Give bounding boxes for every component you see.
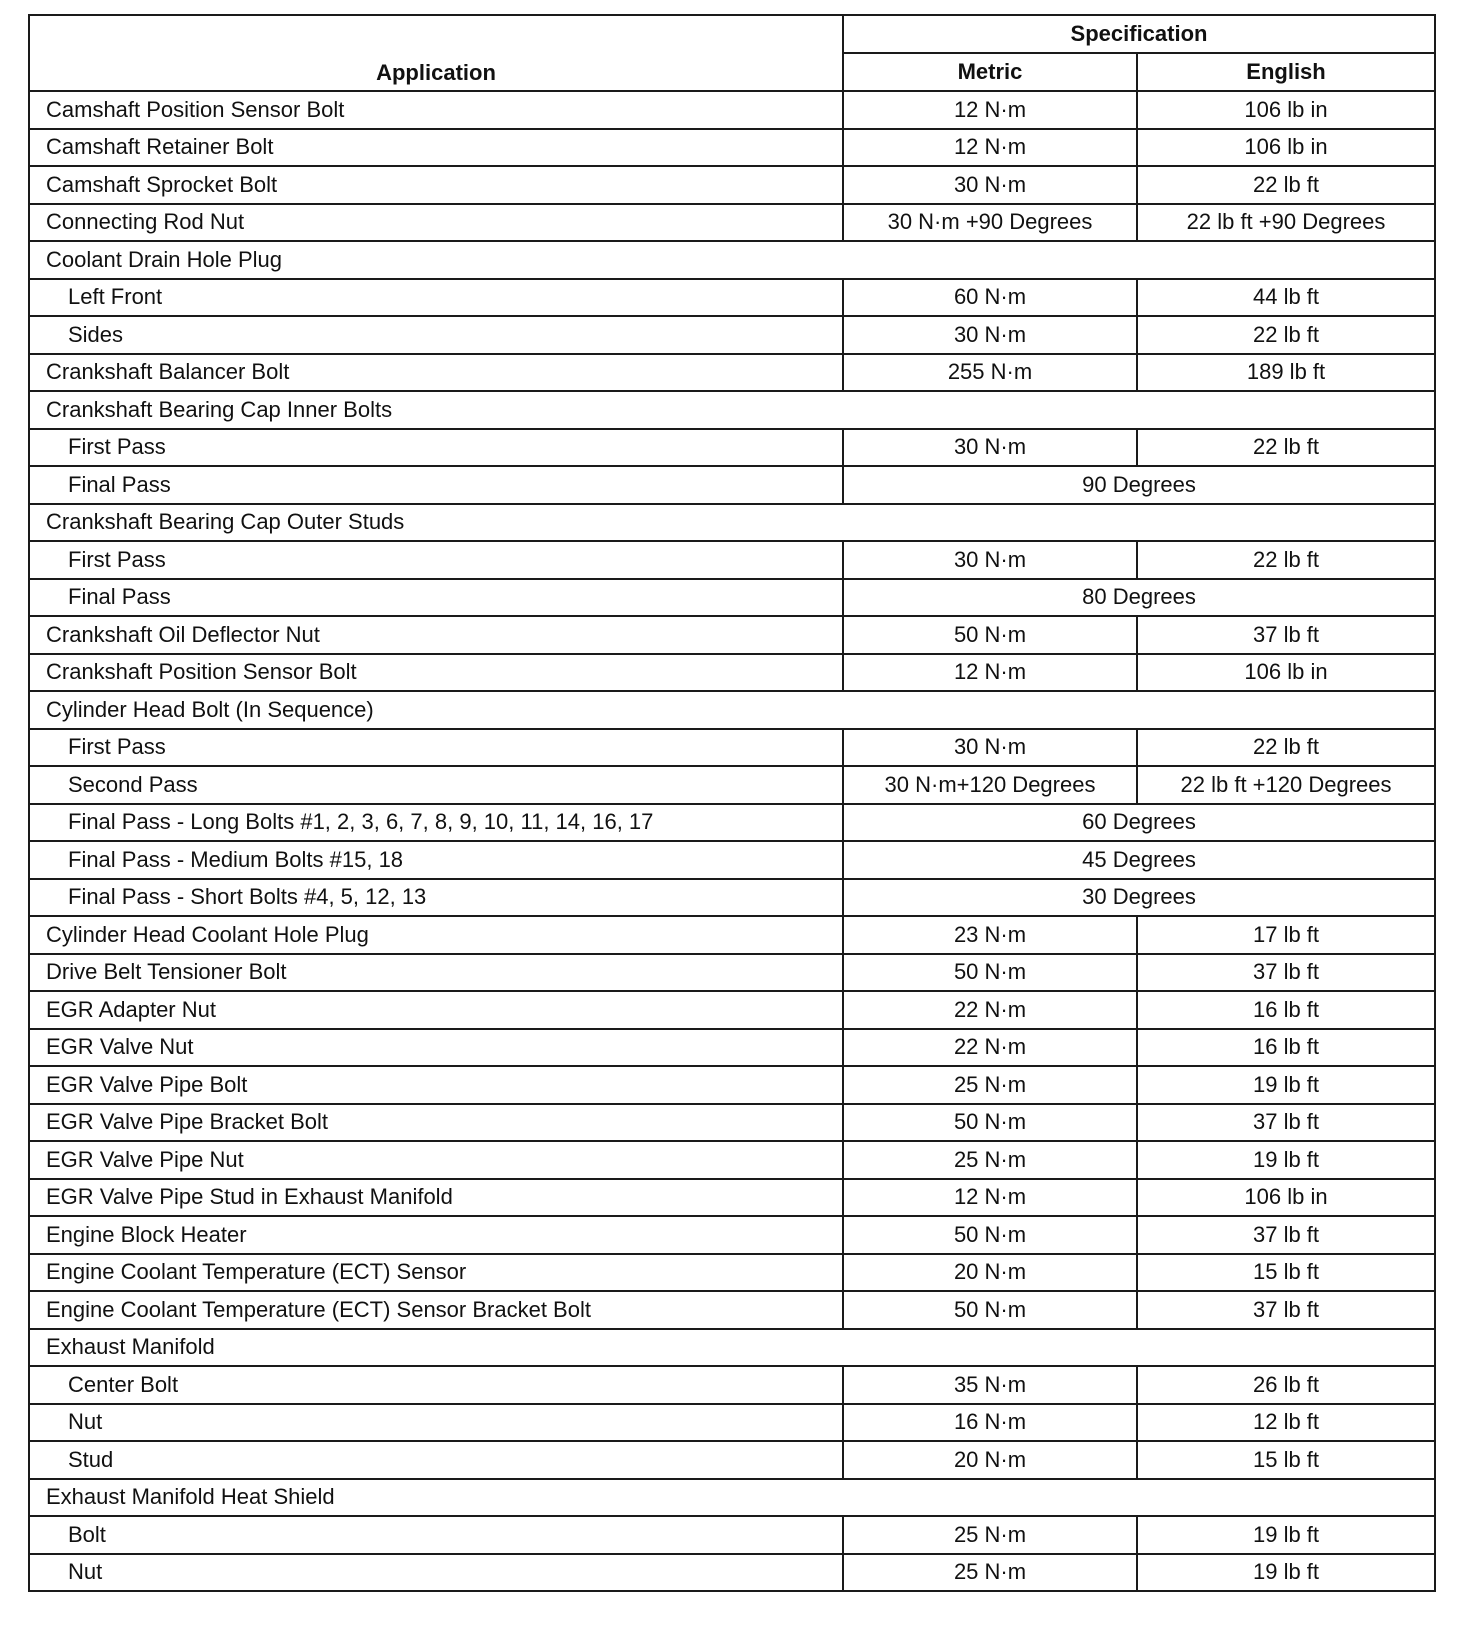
application-cell: Bolt	[29, 1516, 843, 1554]
application-cell: Sides	[29, 316, 843, 354]
specification-cell: 60 Degrees	[843, 804, 1435, 842]
table-row	[29, 1066, 1435, 1104]
english-cell: 37 lb ft	[1137, 616, 1435, 654]
application-cell: Left Front	[29, 279, 843, 317]
torque-spec-table	[28, 14, 1436, 1592]
metric-cell: 30 N·m	[843, 316, 1137, 354]
table-row	[29, 129, 1435, 167]
table-row	[29, 541, 1435, 579]
metric-cell: 25 N·m	[843, 1554, 1137, 1592]
english-cell: 22 lb ft	[1137, 541, 1435, 579]
application-cell: Crankshaft Balancer Bolt	[29, 354, 843, 392]
application-cell: First Pass	[29, 729, 843, 767]
table-row	[29, 279, 1435, 317]
table-row	[29, 391, 1435, 429]
application-cell: Nut	[29, 1404, 843, 1442]
english-cell: 22 lb ft	[1137, 429, 1435, 467]
application-cell: Engine Block Heater	[29, 1216, 843, 1254]
table-row	[29, 1141, 1435, 1179]
table-row	[29, 1366, 1435, 1404]
table-row	[29, 1291, 1435, 1329]
english-cell: 189 lb ft	[1137, 354, 1435, 392]
english-cell: 19 lb ft	[1137, 1066, 1435, 1104]
application-cell: Camshaft Sprocket Bolt	[29, 166, 843, 204]
table-row	[29, 504, 1435, 542]
table-row	[29, 1104, 1435, 1142]
metric-cell: 12 N·m	[843, 91, 1137, 129]
table-row	[29, 804, 1435, 842]
metric-cell: 20 N·m	[843, 1441, 1137, 1479]
table-row	[29, 1179, 1435, 1217]
english-cell: 106 lb in	[1137, 1179, 1435, 1217]
english-cell: 16 lb ft	[1137, 1029, 1435, 1067]
application-header: Application	[29, 15, 843, 91]
application-cell: Final Pass - Long Bolts #1, 2, 3, 6, 7, 8, 9, 10, 11, 14, 16, 17	[29, 804, 843, 842]
table-row	[29, 166, 1435, 204]
group-heading-cell: Cylinder Head Bolt (In Sequence)	[29, 691, 1435, 729]
english-header: English	[1137, 53, 1435, 91]
application-cell: Center Bolt	[29, 1366, 843, 1404]
group-heading-cell: Exhaust Manifold Heat Shield	[29, 1479, 1435, 1517]
table-row	[29, 1029, 1435, 1067]
metric-cell: 30 N·m	[843, 429, 1137, 467]
english-cell: 17 lb ft	[1137, 916, 1435, 954]
english-cell: 12 lb ft	[1137, 1404, 1435, 1442]
metric-cell: 25 N·m	[843, 1141, 1137, 1179]
application-cell: Final Pass	[29, 466, 843, 504]
english-cell: 22 lb ft +120 Degrees	[1137, 766, 1435, 804]
table-row	[29, 466, 1435, 504]
specification-header: Specification	[843, 15, 1435, 53]
table-row	[29, 1554, 1435, 1592]
application-cell: First Pass	[29, 429, 843, 467]
application-cell: EGR Valve Pipe Nut	[29, 1141, 843, 1179]
table-row	[29, 91, 1435, 129]
table-row	[29, 954, 1435, 992]
metric-cell: 23 N·m	[843, 916, 1137, 954]
application-cell: Nut	[29, 1554, 843, 1592]
metric-cell: 12 N·m	[843, 129, 1137, 167]
table-row	[29, 204, 1435, 242]
english-cell: 16 lb ft	[1137, 991, 1435, 1029]
english-cell: 26 lb ft	[1137, 1366, 1435, 1404]
metric-cell: 25 N·m	[843, 1066, 1137, 1104]
english-cell: 22 lb ft	[1137, 729, 1435, 767]
table-row	[29, 766, 1435, 804]
metric-cell: 12 N·m	[843, 654, 1137, 692]
specification-cell: 30 Degrees	[843, 879, 1435, 917]
english-cell: 106 lb in	[1137, 129, 1435, 167]
table-row	[29, 354, 1435, 392]
metric-cell: 20 N·m	[843, 1254, 1137, 1292]
english-cell: 19 lb ft	[1137, 1516, 1435, 1554]
application-cell: Connecting Rod Nut	[29, 204, 843, 242]
table-row	[29, 1404, 1435, 1442]
specification-cell: 45 Degrees	[843, 841, 1435, 879]
metric-cell: 50 N·m	[843, 954, 1137, 992]
metric-cell: 50 N·m	[843, 1291, 1137, 1329]
table-row	[29, 1516, 1435, 1554]
english-cell: 19 lb ft	[1137, 1554, 1435, 1592]
application-cell: Engine Coolant Temperature (ECT) Sensor	[29, 1254, 843, 1292]
metric-cell: 255 N·m	[843, 354, 1137, 392]
english-cell: 37 lb ft	[1137, 1291, 1435, 1329]
metric-cell: 30 N·m +90 Degrees	[843, 204, 1137, 242]
application-cell: Crankshaft Position Sensor Bolt	[29, 654, 843, 692]
table-row	[29, 841, 1435, 879]
group-heading-cell: Crankshaft Bearing Cap Inner Bolts	[29, 391, 1435, 429]
english-cell: 22 lb ft +90 Degrees	[1137, 204, 1435, 242]
english-cell: 106 lb in	[1137, 91, 1435, 129]
table-body	[29, 91, 1435, 1591]
group-heading-cell: Coolant Drain Hole Plug	[29, 241, 1435, 279]
table-row	[29, 691, 1435, 729]
table-row	[29, 916, 1435, 954]
english-cell: 15 lb ft	[1137, 1441, 1435, 1479]
metric-cell: 22 N·m	[843, 991, 1137, 1029]
table-row	[29, 729, 1435, 767]
table-row	[29, 616, 1435, 654]
metric-cell: 12 N·m	[843, 1179, 1137, 1217]
metric-cell: 22 N·m	[843, 1029, 1137, 1067]
specification-cell: 80 Degrees	[843, 579, 1435, 617]
metric-cell: 30 N·m	[843, 166, 1137, 204]
metric-cell: 16 N·m	[843, 1404, 1137, 1442]
table-row	[29, 429, 1435, 467]
metric-cell: 30 N·m	[843, 541, 1137, 579]
application-cell: Cylinder Head Coolant Hole Plug	[29, 916, 843, 954]
table-row	[29, 1441, 1435, 1479]
application-cell: Crankshaft Oil Deflector Nut	[29, 616, 843, 654]
metric-cell: 50 N·m	[843, 1216, 1137, 1254]
metric-cell: 60 N·m	[843, 279, 1137, 317]
table-row	[29, 316, 1435, 354]
application-cell: Final Pass - Short Bolts #4, 5, 12, 13	[29, 879, 843, 917]
application-cell: Camshaft Retainer Bolt	[29, 129, 843, 167]
table-row	[29, 879, 1435, 917]
english-cell: 19 lb ft	[1137, 1141, 1435, 1179]
table-row	[29, 1254, 1435, 1292]
application-cell: Camshaft Position Sensor Bolt	[29, 91, 843, 129]
english-cell: 44 lb ft	[1137, 279, 1435, 317]
table-row	[29, 1479, 1435, 1517]
application-cell: Drive Belt Tensioner Bolt	[29, 954, 843, 992]
table-header	[29, 15, 1435, 91]
group-heading-cell: Exhaust Manifold	[29, 1329, 1435, 1367]
application-cell: EGR Valve Pipe Bolt	[29, 1066, 843, 1104]
application-cell: Second Pass	[29, 766, 843, 804]
application-cell: EGR Valve Pipe Stud in Exhaust Manifold	[29, 1179, 843, 1217]
application-cell: EGR Adapter Nut	[29, 991, 843, 1029]
english-cell: 106 lb in	[1137, 654, 1435, 692]
english-cell: 37 lb ft	[1137, 954, 1435, 992]
metric-cell: 25 N·m	[843, 1516, 1137, 1554]
metric-cell: 30 N·m	[843, 729, 1137, 767]
metric-cell: 30 N·m+120 Degrees	[843, 766, 1137, 804]
metric-header: Metric	[843, 53, 1137, 91]
english-cell: 37 lb ft	[1137, 1104, 1435, 1142]
table-row	[29, 1329, 1435, 1367]
application-cell: Engine Coolant Temperature (ECT) Sensor Bracket Bolt	[29, 1291, 843, 1329]
application-cell: Final Pass	[29, 579, 843, 617]
metric-cell: 50 N·m	[843, 1104, 1137, 1142]
application-cell: EGR Valve Pipe Bracket Bolt	[29, 1104, 843, 1142]
application-cell: Stud	[29, 1441, 843, 1479]
table-row	[29, 241, 1435, 279]
application-cell: First Pass	[29, 541, 843, 579]
application-cell: Final Pass - Medium Bolts #15, 18	[29, 841, 843, 879]
english-cell: 22 lb ft	[1137, 316, 1435, 354]
group-heading-cell: Crankshaft Bearing Cap Outer Studs	[29, 504, 1435, 542]
english-cell: 37 lb ft	[1137, 1216, 1435, 1254]
table-row	[29, 991, 1435, 1029]
english-cell: 22 lb ft	[1137, 166, 1435, 204]
specification-cell: 90 Degrees	[843, 466, 1435, 504]
application-cell: EGR Valve Nut	[29, 1029, 843, 1067]
table-row	[29, 579, 1435, 617]
table-row	[29, 654, 1435, 692]
metric-cell: 35 N·m	[843, 1366, 1137, 1404]
metric-cell: 50 N·m	[843, 616, 1137, 654]
english-cell: 15 lb ft	[1137, 1254, 1435, 1292]
table-row	[29, 1216, 1435, 1254]
